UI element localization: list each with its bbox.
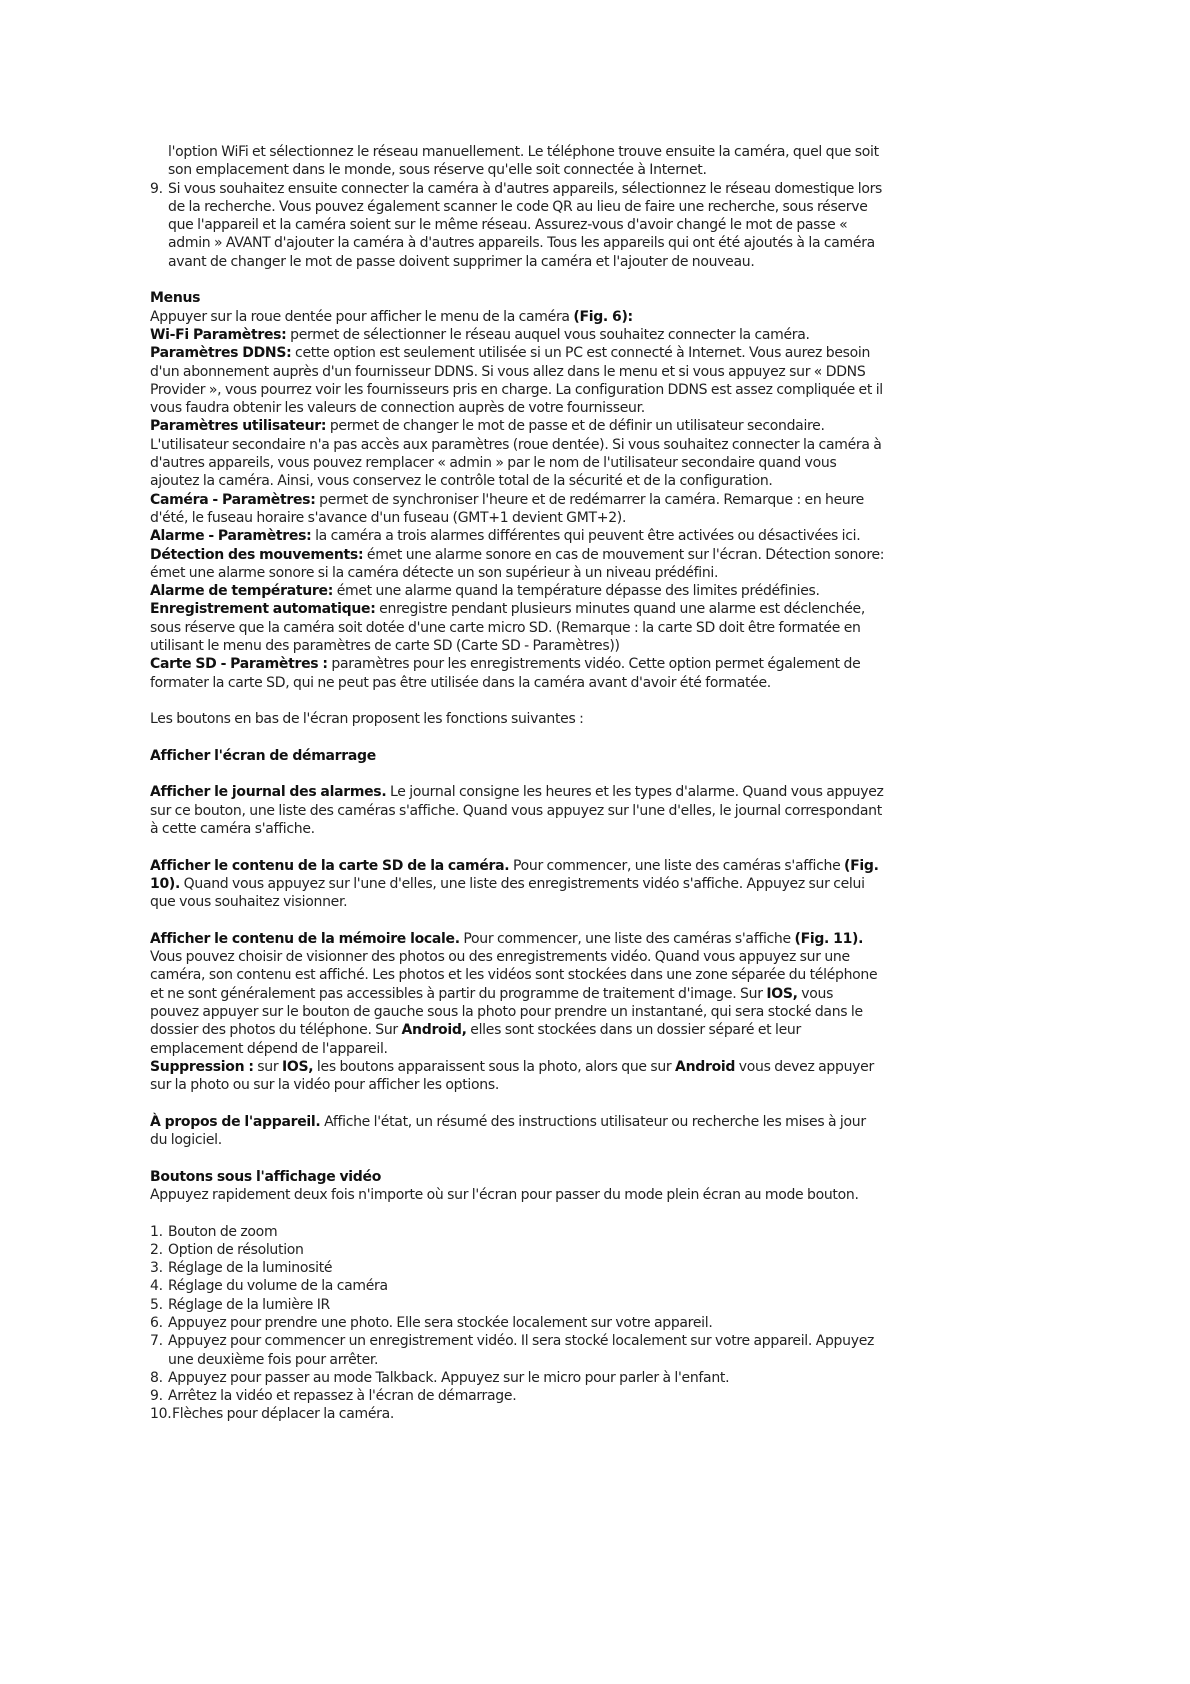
menu-item-autorecord xyxy=(150,600,885,655)
list-number: 9. xyxy=(150,180,163,197)
menu-item-alarm xyxy=(150,527,885,545)
list-number: 1. xyxy=(150,1223,163,1240)
figure-ref: (Fig. 6): xyxy=(573,308,633,325)
list-text: Option de résolution xyxy=(168,1241,304,1258)
menu-item-text: la caméra a trois alarmes différentes qui peuvent être activées ou désactivées ici. xyxy=(311,528,861,545)
list-number: 5. xyxy=(150,1296,163,1313)
menu-item-temperature xyxy=(150,582,885,600)
list-text: Appuyez pour passer au mode Talkback. Appuyez sur le micro pour parler à l'enfant. xyxy=(168,1369,730,1386)
menus-intro: Appuyer sur la roue dentée pour afficher le menu de la caméra (Fig. 6): xyxy=(150,308,633,325)
menu-item-label: Wi-Fi Paramètres: xyxy=(150,326,287,343)
menu-item-label: Carte SD - Paramètres : xyxy=(150,656,328,673)
menu-item-text: cette option est seulement utilisée si un PC est connecté à Internet. Vous aurez besoin d'un abonnement auprès d'un fournisseur DDNS. Si vous allez dans le menu et si vous appuyez sur « DDNS Provider », vous pourrez voir les fournisseurs pris en charge. La configuration DDNS est assez compliquée et il vous faudra obtenir les valeurs de connection auprès de votre fournisseur. xyxy=(150,345,883,417)
document-page xyxy=(150,143,885,1424)
menu-item-motion xyxy=(150,546,885,583)
list-number: 3. xyxy=(150,1260,163,1277)
menu-item-label: Alarme de température: xyxy=(150,583,334,600)
paragraph-label: Afficher le contenu de la mémoire locale. xyxy=(150,930,460,947)
list-item xyxy=(150,1405,885,1423)
list-text: Appuyez pour prendre une photo. Elle sera stockée localement sur votre appareil. xyxy=(168,1315,713,1331)
alarm-log-paragraph: Afficher le journal des alarmes. Le journal consigne les heures et les types d'alarme. Quand vous appuyez sur ce bouton, une liste des caméras s'affiche. Quand vous appuyez sur l'une d'elles, le journal correspondant à cette caméra s'affiche. xyxy=(150,784,884,837)
list-number: 4. xyxy=(150,1278,163,1295)
deletion-paragraph: Suppression : sur IOS, les boutons apparaissent sous la photo, alors que sur Android vous devez appuyer sur la photo ou sur la vidéo pour afficher les options. xyxy=(150,1058,874,1094)
setup-step-8-continued: l'option WiFi et sélectionnez le réseau manuellement. Le téléphone trouve ensuite la caméra, quel que soit son emplacement dans le monde, sous réserve qu'elle soit connectée à Internet. xyxy=(168,144,879,179)
menu-item-text: permet de sélectionner le réseau auquel vous souhaitez connecter la caméra. xyxy=(286,326,810,343)
video-buttons-heading: Boutons sous l'affichage vidéo xyxy=(150,1168,382,1185)
list-text: Appuyez pour commencer un enregistrement vidéo. Il sera stocké localement sur votre appareil. Appuyez une deuxième fois pour arrêter. xyxy=(168,1333,875,1368)
menu-item-text: émet une alarme sonore en cas de mouvement sur l'écran. Détection sonore: émet une alarme sonore si la caméra détecte un son supérieur à un niveau prédéfini. xyxy=(150,546,885,581)
local-memory-paragraph: Afficher le contenu de la mémoire locale. Pour commencer, une liste des caméras s'affiche (Fig. 11). Vous pouvez choisir de visionner des photos ou des enregistrements vidéo. Quand vous appuyez sur une caméra, son contenu est affiché. Les photos et les vidéos sont stockées dans une zone séparée du téléphone et ne sont généralement pas accessibles à partir du programme de traitement d'image. Sur IOS, vous pouvez appuyer sur le bouton de gauche sous la photo pour prendre un instantané, qui sera stocké dans le dossier des photos du téléphone. Sur Android, elles sont stockées dans un dossier séparé et leur emplacement dépend de l'appareil. xyxy=(150,930,878,1057)
paragraph-label: Afficher le contenu de la carte SD de la caméra. xyxy=(150,857,510,874)
paragraph-label: À propos de l'appareil. xyxy=(150,1113,321,1130)
menu-item-label: Détection des mouvements: xyxy=(150,546,364,563)
menu-item-wifi xyxy=(150,326,885,344)
menu-item-text: émet une alarme quand la température dépasse des limites prédéfinies. xyxy=(333,583,820,600)
menu-item-label: Enregistrement automatique: xyxy=(150,601,376,618)
paragraph-label: Afficher le journal des alarmes. xyxy=(150,784,387,801)
menu-item-ddns xyxy=(150,344,885,417)
list-item xyxy=(150,1314,885,1332)
list-text: Réglage du volume de la caméra xyxy=(168,1278,388,1295)
menu-item-text: enregistre pendant plusieurs minutes quand une alarme est déclenchée, sous réserve que la caméra soit dotée d'une carte micro SD. (Remarque : la carte SD doit être formatée en utilisant le menu des paramètres de carte SD (Carte SD - Paramètres)) xyxy=(150,601,865,655)
list-text: Réglage de la luminosité xyxy=(168,1260,333,1277)
video-buttons-list-end xyxy=(150,1405,885,1423)
list-item xyxy=(150,1296,885,1314)
list-item xyxy=(150,1332,885,1369)
list-item xyxy=(150,1277,885,1295)
list-item xyxy=(150,1387,885,1405)
video-buttons-intro: Appuyez rapidement deux fois n'importe où sur l'écran pour passer du mode plein écran au mode bouton. xyxy=(150,1186,859,1203)
figure-ref: (Fig. 10). xyxy=(150,857,879,892)
list-number: 8. xyxy=(150,1369,163,1386)
list-number: 9. xyxy=(150,1388,163,1405)
setup-step-9 xyxy=(150,180,885,271)
list-number: 10. xyxy=(150,1406,172,1423)
list-item xyxy=(150,1369,885,1387)
buttons-intro: Les boutons en bas de l'écran proposent les fonctions suivantes : xyxy=(150,711,584,728)
sd-content-paragraph: Afficher le contenu de la carte SD de la caméra. Pour commencer, une liste des caméras s'affiche (Fig. 10). Quand vous appuyez sur l'une d'elles, une liste des enregistrements vidéo s'affiche. Appuyez sur celui que vous souhaitez visionner. xyxy=(150,857,879,911)
menu-item-user xyxy=(150,417,885,490)
figure-ref: (Fig. 11). xyxy=(794,930,864,947)
list-text: Arrêtez la vidéo et repassez à l'écran de démarrage. xyxy=(168,1388,517,1405)
menu-item-sdcard xyxy=(150,655,885,692)
list-text: Flèches pour déplacer la caméra. xyxy=(172,1406,395,1423)
menu-item-text: paramètres pour les enregistrements vidéo. Cette option permet également de formater la carte SD, qui ne peut pas être utilisée dans la caméra avant d'avoir été formatée. xyxy=(150,656,861,691)
menu-item-label: Alarme - Paramètres: xyxy=(150,528,312,545)
list-number: 6. xyxy=(150,1315,163,1331)
menu-item-label: Paramètres utilisateur: xyxy=(150,418,327,435)
list-number: 2. xyxy=(150,1241,163,1258)
about-paragraph: À propos de l'appareil. Affiche l'état, un résumé des instructions utilisateur ou recherche les mises à jour du logiciel. xyxy=(150,1113,866,1149)
menu-item-text: permet de synchroniser l'heure et de redémarrer la caméra. Remarque : en heure d'été, le fuseau horaire s'avance d'un fuseau (GMT+1 devient GMT+2). xyxy=(150,491,864,526)
menu-item-text: permet de changer le mot de passe et de définir un utilisateur secondaire. L'utilisateur secondaire n'a pas accès aux paramètres (roue dentée). Si vous souhaitez connecter la caméra à d'autres appareils, vous pouvez remplacer « admin » par le nom de l'utilisateur secondaire quand vous ajoutez la caméra. Ainsi, vous conservez le contrôle total de la sécurité et de la configuration. xyxy=(150,418,882,490)
start-screen-heading: Afficher l'écran de démarrage xyxy=(150,747,376,764)
list-text: Bouton de zoom xyxy=(168,1223,278,1240)
list-text: Si vous souhaitez ensuite connecter la caméra à d'autres appareils, sélectionnez le réseau domestique lors de la recherche. Vous pouvez également scanner le code QR au lieu de faire une recherche, sous réserve que l'appareil et la caméra soient sur le même réseau. Assurez-vous d'avoir changé le mot de passe « admin » AVANT d'ajouter la caméra à d'autres appareils. Tous les appareils qui ont été ajoutés à la caméra avant de changer le mot de passe doivent supprimer la caméra et l'ajouter de nouveau. xyxy=(168,180,883,270)
list-item xyxy=(150,1241,885,1259)
list-item xyxy=(150,1259,885,1277)
list-text: Réglage de la lumière IR xyxy=(168,1296,330,1313)
list-item xyxy=(150,1223,885,1241)
list-number: 7. xyxy=(150,1333,163,1350)
video-buttons-list xyxy=(150,1223,885,1406)
paragraph-label: Suppression : xyxy=(150,1058,254,1075)
menu-item-camera xyxy=(150,491,885,528)
menu-item-label: Caméra - Paramètres: xyxy=(150,491,316,508)
menu-item-label: Paramètres DDNS: xyxy=(150,345,292,362)
menus-heading: Menus xyxy=(150,290,201,307)
